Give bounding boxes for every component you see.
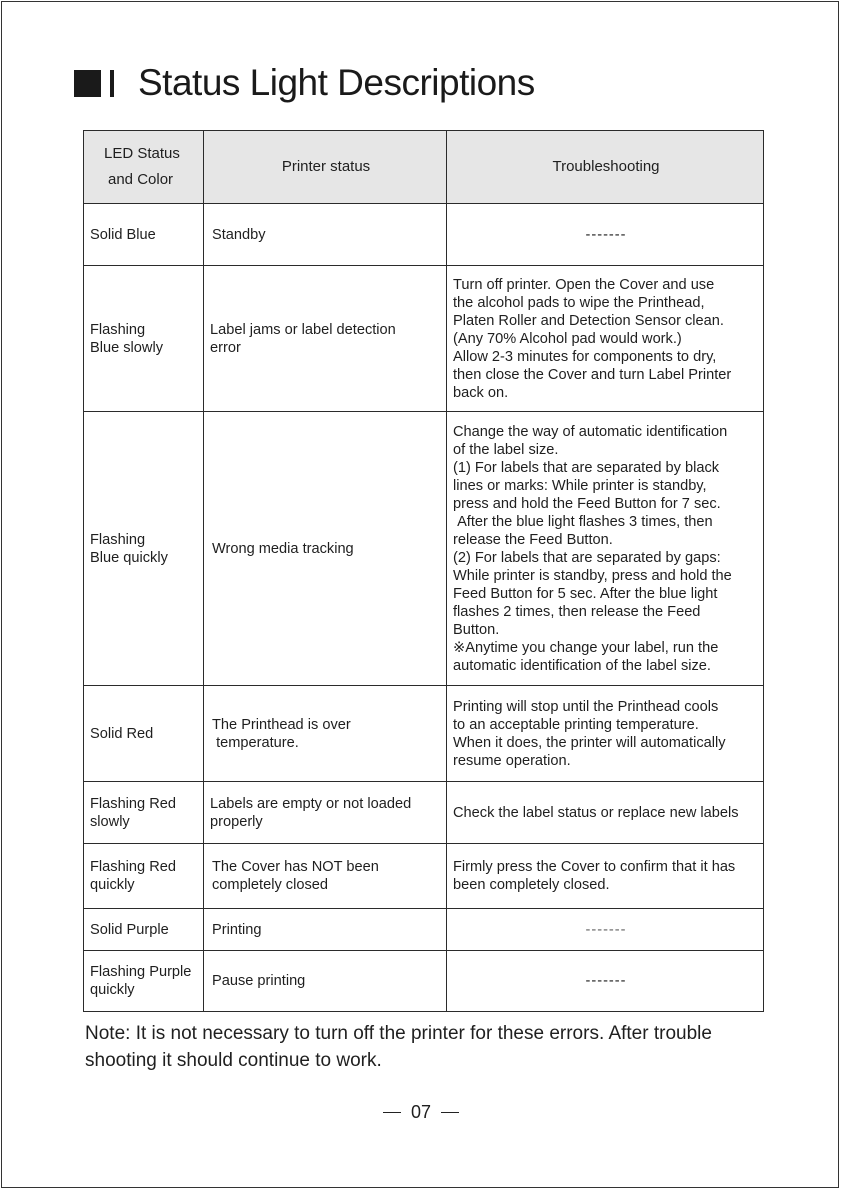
status-cell: Printing [204,909,447,951]
troubleshooting-cell: Firmly press the Cover to confirm that it has been completely closed. [447,844,764,909]
header-led-line2: and Color [108,171,174,188]
led-cell: Flashing Blue quickly [84,412,204,686]
page-number-block [0,1102,842,1123]
header-led-status [84,131,204,204]
table-row [84,844,764,909]
table-row [84,951,764,1012]
heading-square-icon [74,70,101,97]
page-number-dash-icon [383,1112,401,1114]
troubleshooting-cell: Printing will stop until the Printhead cools to an acceptable printing temperature. When it does, the printer will automatically resume operation. [447,686,764,782]
troubleshooting-cell: ------- [447,951,764,1012]
led-cell: Solid Blue [84,204,204,266]
page-title: Status Light Descriptions [138,62,535,103]
led-cell: Solid Red [84,686,204,782]
table-row [84,204,764,266]
table-row [84,266,764,412]
status-cell: Label jams or label detection error [204,266,447,412]
status-cell: Wrong media tracking [204,412,447,686]
led-cell: Flashing Red slowly [84,782,204,844]
status-cell: The Cover has NOT been completely closed [204,844,447,909]
header-troubleshooting: Troubleshooting [447,131,764,204]
table-row [84,909,764,951]
table-header-row [84,131,764,204]
led-cell: Flashing Purple quickly [84,951,204,1012]
status-cell: Pause printing [204,951,447,1012]
led-cell: Solid Purple [84,909,204,951]
heading-bar-icon [110,70,114,97]
status-cell: The Printhead is over temperature. [204,686,447,782]
status-light-table [83,130,764,1012]
page-heading [74,58,535,108]
troubleshooting-cell: Turn off printer. Open the Cover and use the alcohol pads to wipe the Printhead, Platen Roller and Detection Sensor clean. (Any 70% Alcohol pad would work.) Allow 2-3 minutes for components to dry, then close the Cover and turn Label Printer back on. [447,266,764,412]
status-cell: Labels are empty or not loaded properly [204,782,447,844]
page-number-dash-icon [441,1112,459,1114]
page-number: 07 [410,1102,432,1122]
led-cell: Flashing Red quickly [84,844,204,909]
troubleshooting-cell: ------- [447,204,764,266]
led-cell: Flashing Blue slowly [84,266,204,412]
table-row [84,686,764,782]
troubleshooting-cell: ------- [447,909,764,951]
header-led-line1: LED Status [104,145,180,162]
header-printer-status: Printer status [204,131,447,204]
troubleshooting-cell: Check the label status or replace new labels [447,782,764,844]
table-row [84,782,764,844]
troubleshooting-cell: Change the way of automatic identification of the label size. (1) For labels that are separated by black lines or marks: While printer is standby, press and hold the Feed Button for 7 sec. After the blue light flashes 3 times, then release the Feed Button. (2) For labels that are separated by gaps: While printer is standby, press and hold the Feed Button for 5 sec. After the blue light flashes 2 times, then release the Feed Button. ※Anytime you change your label, run the automatic identification of the label size. [447,412,764,686]
footer-note: Note: It is not necessary to turn off the printer for these errors. After trouble shooting it should continue to work. [85,1023,712,1071]
status-cell: Standby [204,204,447,266]
table-row [84,412,764,686]
